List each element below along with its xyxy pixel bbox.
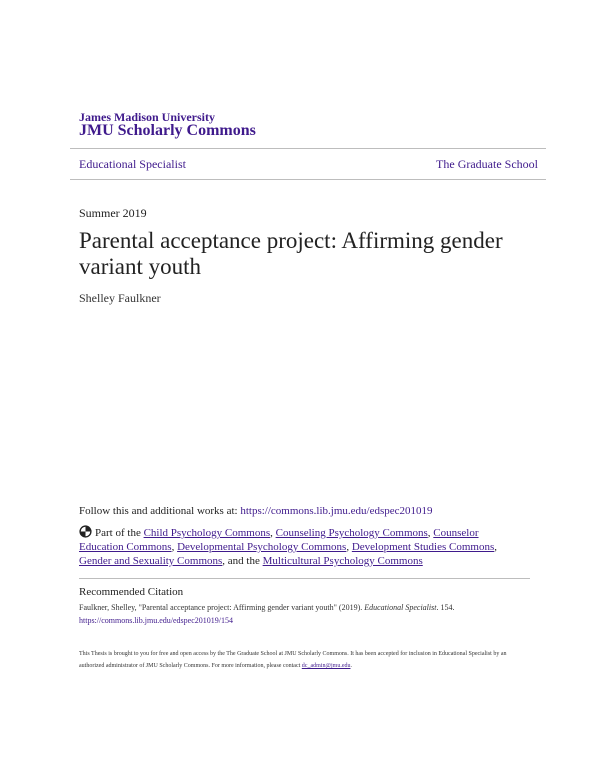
developmental-psychology-commons-link[interactable]: Developmental Psychology Commons — [177, 541, 347, 553]
part-of-commons: Part of the Child Psychology Commons, Counseling Psychology Commons, Counselor Education Commons, Developmental Psychology Commons, Development Studies Commons, Gender and Sexuality Commons, and the Multicultural Psychology Commons — [79, 527, 497, 567]
scholarly-commons-name: JMU Scholarly Commons — [79, 122, 256, 139]
follow-prefix: Follow this and additional works at: — [79, 505, 241, 517]
header-divider-top — [70, 148, 546, 149]
educational-specialist-link[interactable]: Educational Specialist — [79, 157, 186, 171]
multicultural-psychology-commons-link[interactable]: Multicultural Psychology Commons — [262, 555, 423, 567]
citation-url-link[interactable]: https://commons.lib.jmu.edu/edspec201019/154 — [79, 616, 233, 625]
author-name: Shelley Faulkner — [79, 291, 161, 305]
counseling-psychology-commons-link[interactable]: Counseling Psychology Commons — [275, 527, 428, 539]
collection-url-link[interactable]: https://commons.lib.jmu.edu/edspec201019 — [240, 505, 433, 517]
follow-line — [79, 505, 433, 517]
recommended-citation-heading: Recommended Citation — [79, 586, 184, 598]
network-logo-icon — [79, 525, 92, 538]
graduate-school-link[interactable]: The Graduate School — [436, 157, 538, 171]
gender-sexuality-commons-link[interactable]: Gender and Sexuality Commons — [79, 555, 223, 567]
citation-text: Faulkner, Shelley, "Parental acceptance project: Affirming gender variant youth" (2019). Educational Specialist. 154. https://commons.lib.jmu.edu/edspec201019/154 — [79, 603, 455, 625]
journal-name: Educational Specialist — [364, 603, 437, 612]
university-name: James Madison University — [79, 110, 215, 124]
contact-email-link[interactable]: dc_admin@jmu.edu — [301, 663, 351, 669]
publication-date: Summer 2019 — [79, 206, 147, 220]
development-studies-commons-link[interactable]: Development Studies Commons — [351, 541, 495, 553]
document-title: Parental acceptance project: Affirming gender variant youth — [79, 228, 503, 279]
counselor-education-commons-link[interactable]: Counselor Education Commons — [79, 527, 479, 553]
child-psychology-commons-link[interactable]: Child Psychology Commons — [143, 527, 271, 539]
header-divider-bottom — [70, 179, 546, 180]
part-of-prefix: Part of the — [95, 527, 144, 539]
citation-divider — [79, 578, 530, 579]
access-notice: This Thesis is brought to you for free and open access by the The Graduate School at JMU Scholarly Commons. It has been accepted for inclusion in Educational Specialist by an authorized administrator of JMU Scholarly Commons. For more information, please contact dc_admin@jmu.edu. — [79, 651, 507, 669]
